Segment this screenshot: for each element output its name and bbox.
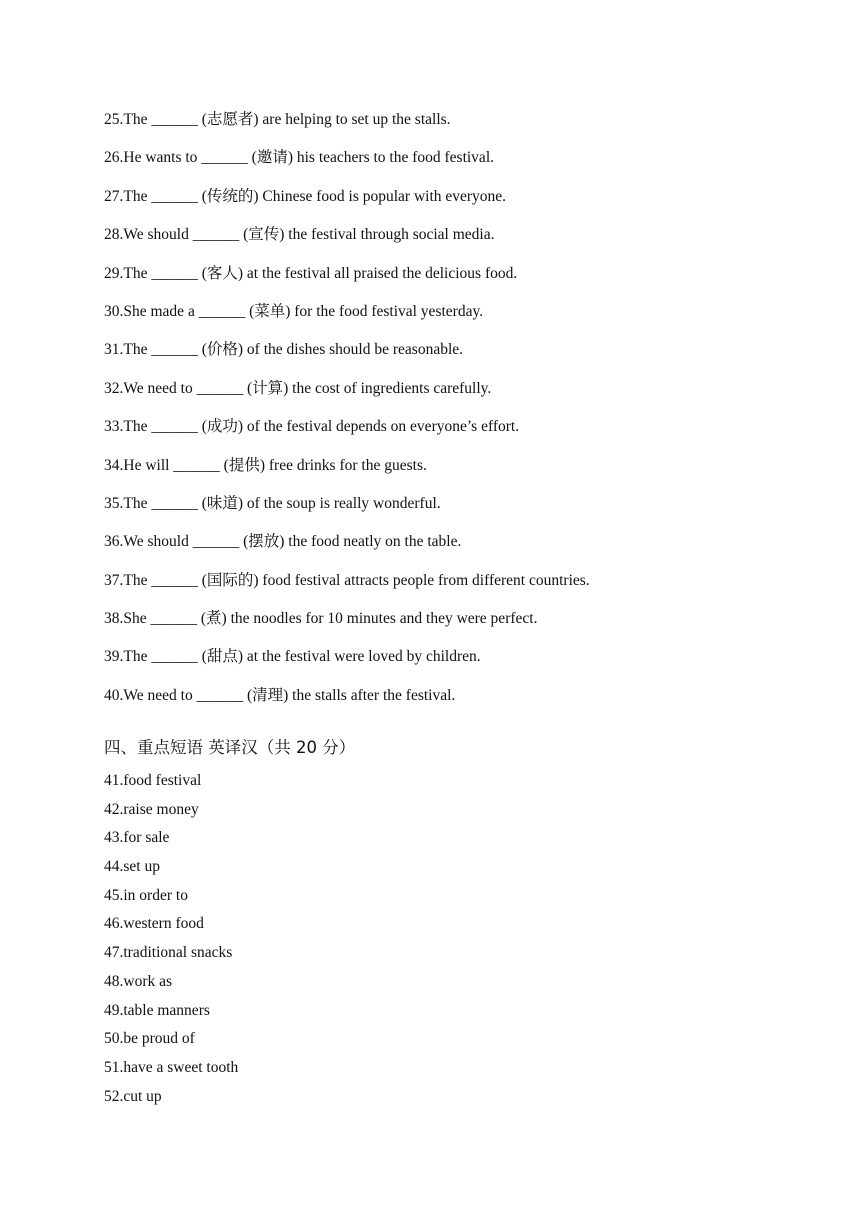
question-33: 33.The ______ (成功) of the festival depends on everyone’s effort. — [104, 418, 520, 436]
question-34: 34.He will ______ (提供) free drinks for the guests. — [104, 456, 427, 474]
phrase-43: 43.for sale — [104, 829, 170, 847]
phrase-46: 46.western food — [104, 915, 204, 933]
phrase-45: 45.in order to — [104, 886, 188, 904]
section-four-heading: 四、重点短语 英译汉（共 20 分） — [104, 738, 356, 757]
question-39: 39.The ______ (甜点) at the festival were loved by children. — [104, 648, 481, 666]
question-32: 32.We need to ______ (计算) the cost of ingredients carefully. — [104, 379, 492, 397]
question-37: 37.The ______ (国际的) food festival attracts people from different countries. — [104, 571, 590, 589]
question-27: 27.The ______ (传统的) Chinese food is popular with everyone. — [104, 187, 507, 205]
question-31: 31.The ______ (价格) of the dishes should be reasonable. — [104, 341, 464, 359]
phrase-52: 52.cut up — [104, 1087, 162, 1105]
question-40: 40.We need to ______ (清理) the stalls after the festival. — [104, 686, 456, 704]
phrase-48: 48.work as — [104, 972, 173, 990]
phrase-44: 44.set up — [104, 858, 160, 876]
phrase-42: 42.raise money — [104, 800, 199, 818]
question-25: 25.The ______ (志愿者) are helping to set up the stalls. — [104, 111, 451, 128]
fill-in-question-list — [104, 109, 824, 723]
question-36: 36.We should ______ (摆放) the food neatly on the table. — [104, 533, 462, 551]
phrase-51: 51.have a sweet tooth — [104, 1058, 239, 1076]
phrase-list — [104, 771, 504, 1115]
question-30: 30.She made a ______ (菜单) for the food festival yesterday. — [104, 302, 484, 320]
phrase-47: 47.traditional snacks — [104, 944, 233, 962]
question-26: 26.He wants to ______ (邀请) his teachers to the food festival. — [104, 149, 494, 167]
question-28: 28.We should ______ (宣传) the festival through social media. — [104, 226, 495, 244]
phrase-50: 50.be proud of — [104, 1030, 195, 1048]
phrase-49: 49.table manners — [104, 1001, 210, 1019]
question-38: 38.She ______ (煮) the noodles for 10 minutes and they were perfect. — [104, 610, 538, 628]
question-29: 29.The ______ (客人) at the festival all praised the delicious food. — [104, 264, 518, 282]
question-35: 35.The ______ (味道) of the soup is really wonderful. — [104, 494, 441, 512]
phrase-41: 41.food festival — [104, 772, 202, 789]
